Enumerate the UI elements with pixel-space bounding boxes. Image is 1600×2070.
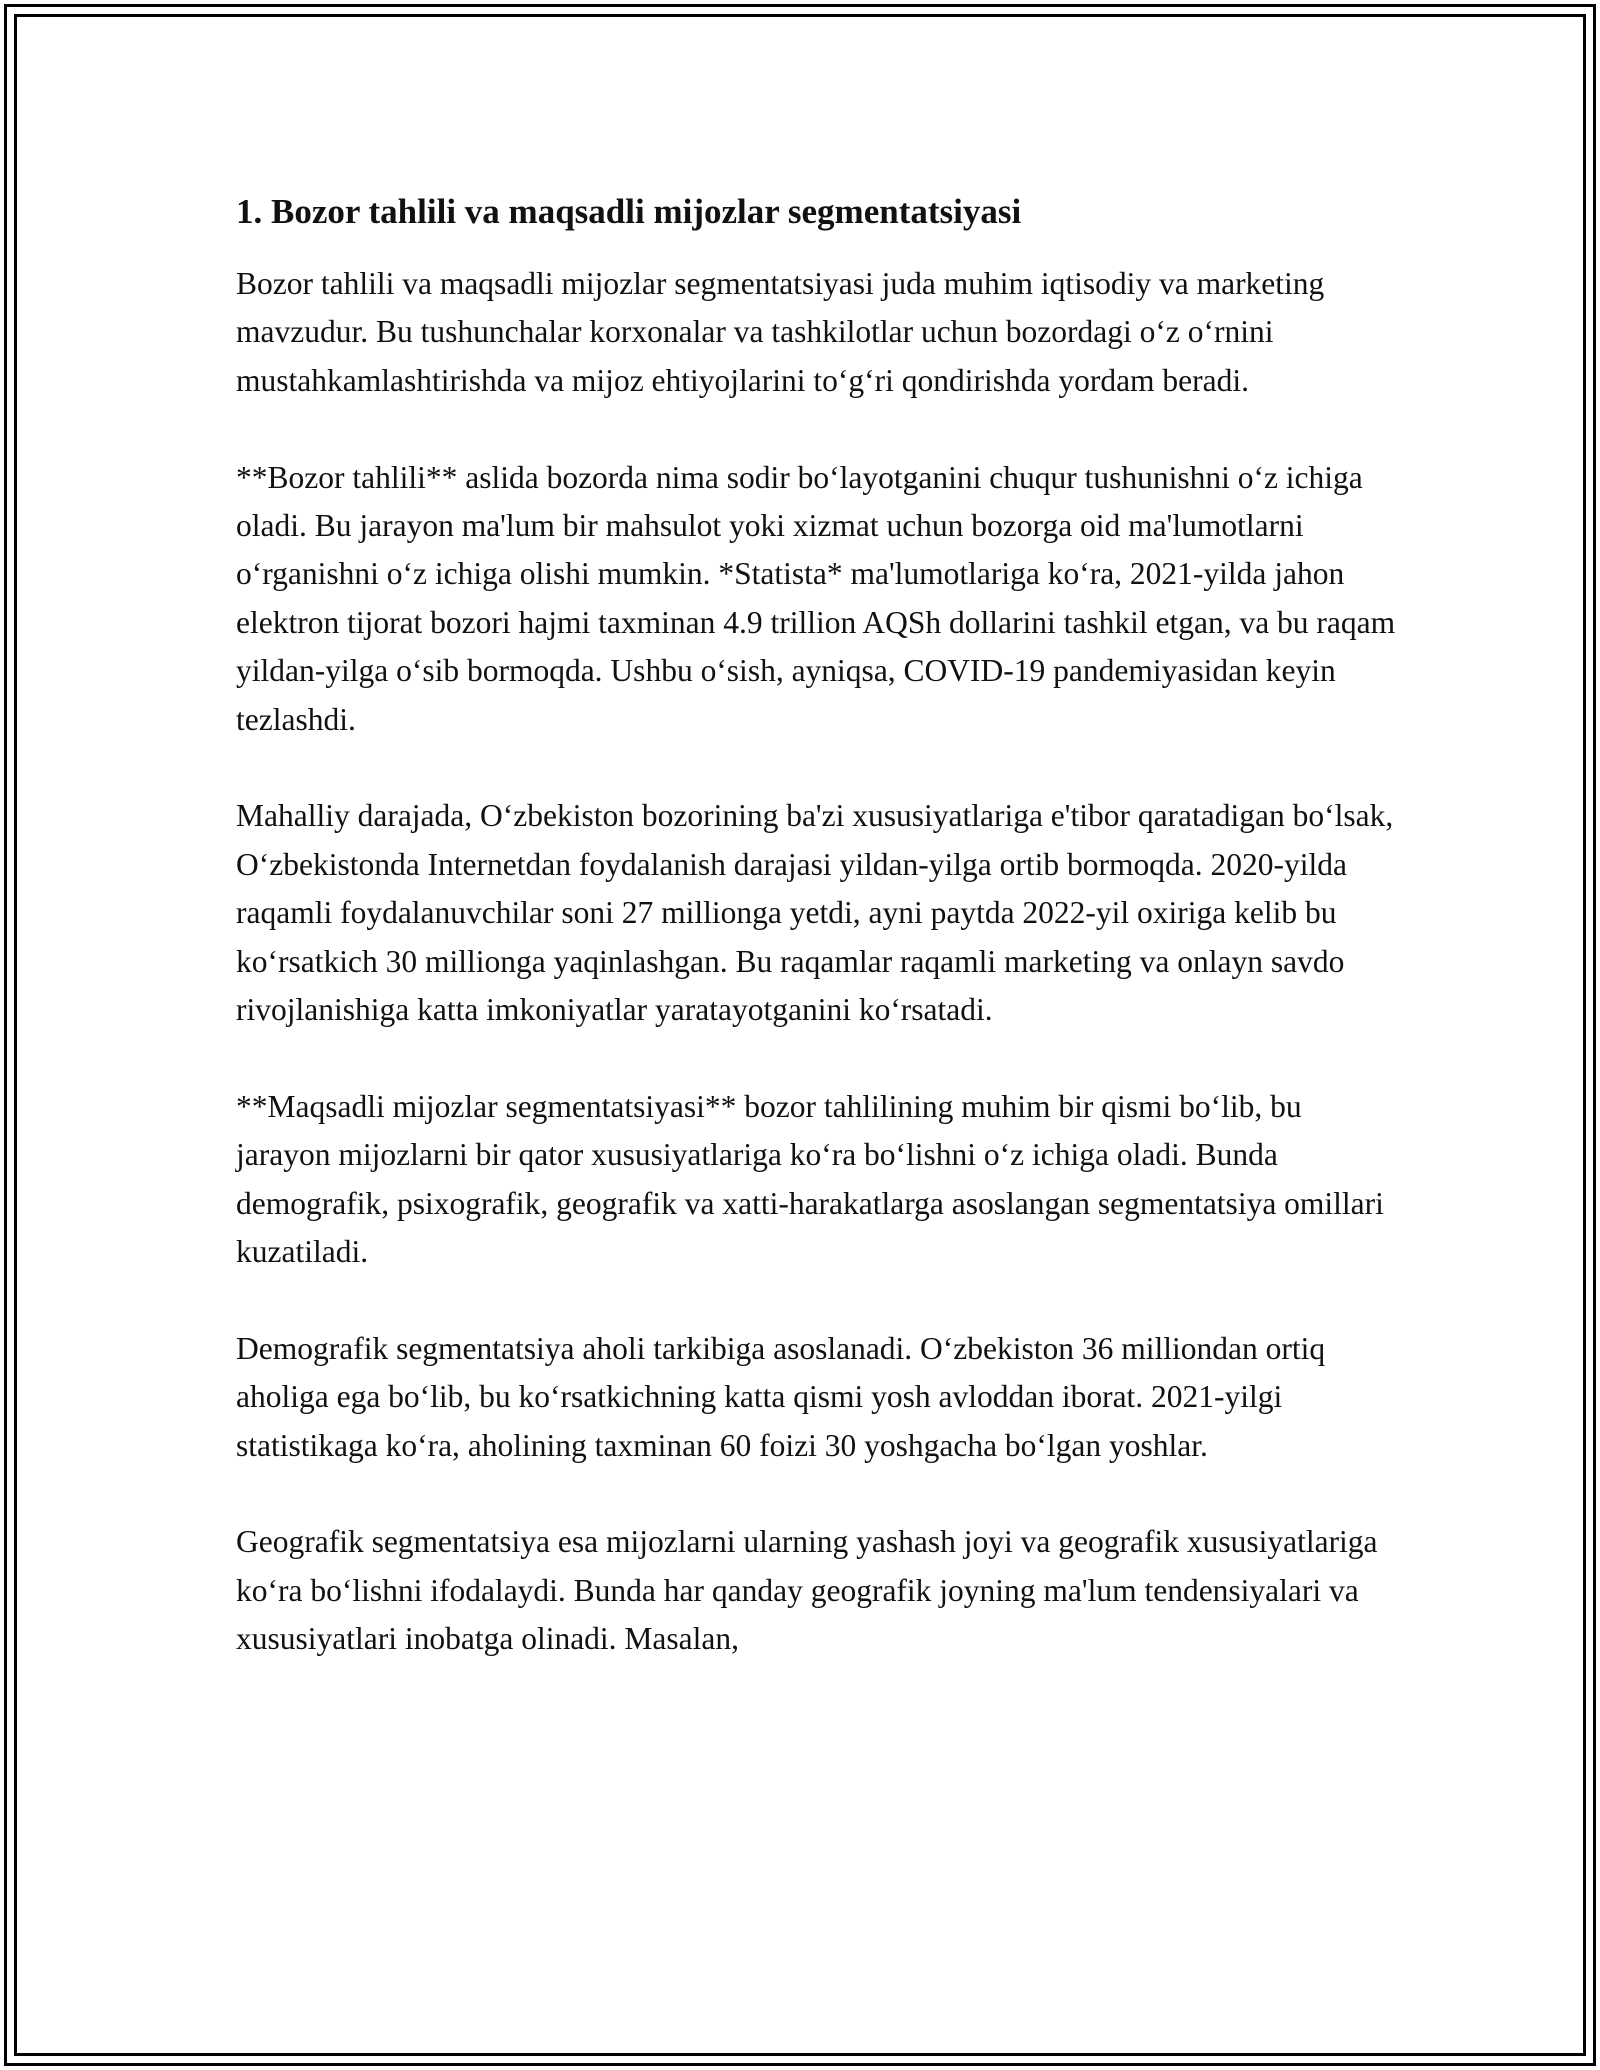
- paragraph-demographic: Demografik segmentatsiya aholi tarkibiga asoslanadi. O‘zbekiston 36 milliondan ortiq aholiga ega bo‘lib, bu ko‘rsatkichning katta qismi yosh avloddan iborat. 2021-yilgi statistikaga ko‘ra, aholining taxminan 60 foizi 30 yoshgacha bo‘lgan yoshlar.: [236, 1330, 1326, 1463]
- paragraph-local-market: Mahalliy darajada, O‘zbekiston bozorining ba'zi xususiyatlariga e'tibor qaratadigan bo‘lsak, O‘zbekistonda Internetdan foydalanish darajasi yildan-yilga ortib bormoqda. 2020-yilda raqamli foydalanuvchilar soni 27 millionga yetdi, ayni paytda 2022-yil oxiriga kelib bu ko‘rsatkich 30 millionga yaqinlashgan. Bu raqamlar raqamli marketing va onlayn savdo rivojlanishiga katta imkoniyatlar yaratayotganini ko‘rsatadi.: [236, 798, 1394, 1028]
- paragraph-geographic: Geografik segmentatsiya esa mijozlarni ularning yashash joyi va geografik xususiyatlariga ko‘ra bo‘lishni ifodalaydi. Bunda har qanday geografik joyning ma'lum tendensiyalari va xususiyatlari inobatga olinadi. Masalan,: [236, 1524, 1378, 1657]
- paragraph-market-analysis: **Bozor tahlili** aslida bozorda nima sodir bo‘layotganini chuqur tushunishni o‘z ichiga oladi. Bu jarayon ma'lum bir mahsulot yoki xizmat uchun bozorga oid ma'lumotlarni o‘rganishni o‘z ichiga olishi mumkin. *Statista* ma'lumotlariga ko‘ra, 2021-yilda jahon elektron tijorat bozori hajmi taxminan 4.9 trillion AQSh dollarini tashkil etgan, va bu raqam yildan-yilga o‘sib bormoqda. Ushbu o‘sish, ayniqsa, COVID-19 pandemiyasidan keyin tezlashdi.: [236, 459, 1396, 737]
- document-body: [236, 186, 1396, 1664]
- paragraph-intro: Bozor tahlili va maqsadli mijozlar segmentatsiyasi juda muhim iqtisodiy va marketing mavzudur. Bu tushunchalar korxonalar va tashkilotlar uchun bozordagi o‘z o‘rnini mustahkamlashtirishda va mijoz ehtiyojlarini to‘g‘ri qondirishda yordam beradi.: [236, 266, 1325, 398]
- paragraph-segmentation: **Maqsadli mijozlar segmentatsiyasi** bozor tahlilining muhim bir qismi bo‘lib, bu jarayon mijozlarni bir qator xususiyatlariga ko‘ra bo‘lishni o‘z ichiga oladi. Bunda demografik, psixografik, geografik va xatti-harakatlarga asoslangan segmentatsiya omillari kuzatiladi.: [236, 1088, 1384, 1270]
- section-heading: 1. Bozor tahlili va maqsadli mijozlar segmentatsiyasi: [236, 192, 1022, 231]
